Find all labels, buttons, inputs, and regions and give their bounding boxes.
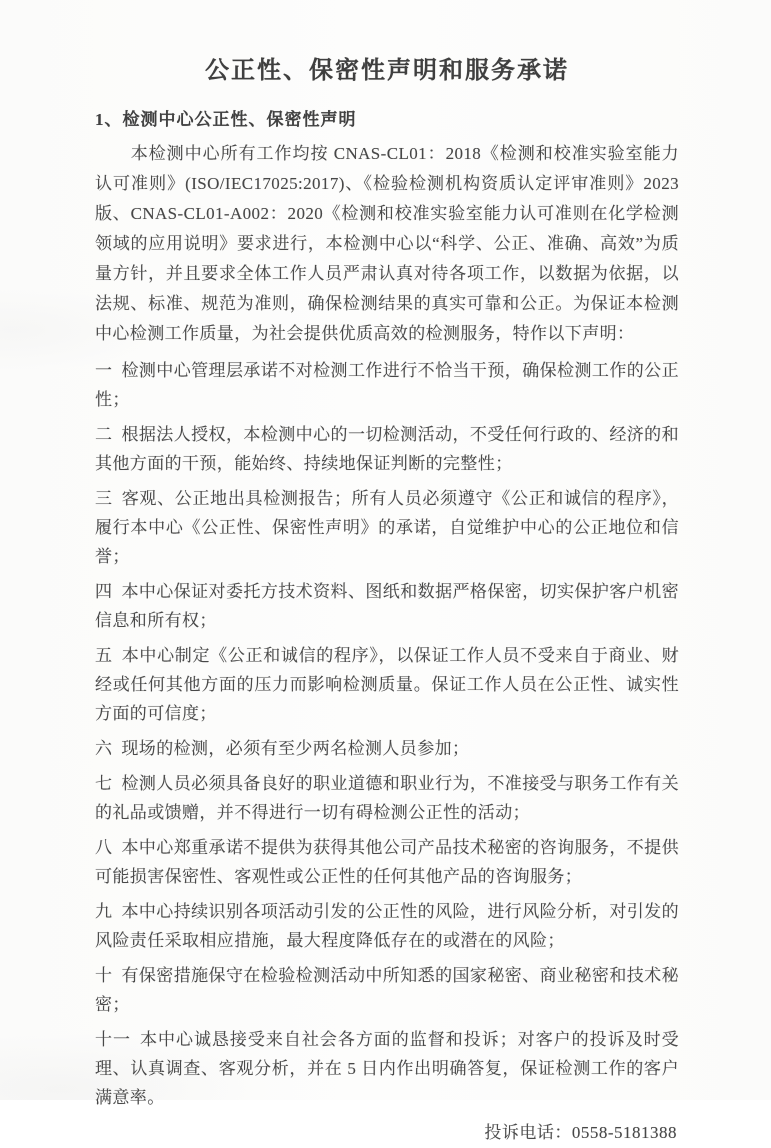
item-number: 五 [95,646,113,665]
item-text: 现场的检测，必须有至少两名检测人员参加； [121,739,470,758]
statement-list [95,356,679,1112]
item-number: 九 [95,902,113,921]
item-number: 四 [95,582,113,601]
statement-item-3 [95,484,679,571]
statement-item-2 [95,420,679,478]
statement-item-8 [95,833,679,891]
complaint-phone: 投诉电话：0558-5181388 [484,1123,677,1142]
item-text: 本中心郑重承诺不提供为获得其他公司产品技术秘密的咨询服务，不提供可能损害保密性、客观性或公正性的任何其他产品的咨询服务； [95,838,679,886]
document-title: 公正性、保密性声明和服务承诺 [205,58,569,84]
item-number: 三 [95,489,113,508]
statement-item-1 [95,356,679,414]
item-text: 有保密措施保守在检验检测活动中所知悉的国家秘密、商业秘密和技术秘密； [95,966,679,1014]
item-number: 一 [95,361,113,380]
item-text: 检测人员必须具备良好的职业道德和职业行为，不准接受与职务工作有关的礼品或馈赠，并不得进行一切有碍检测公正性的活动； [95,774,679,822]
item-number: 六 [95,739,113,758]
section-heading: 1、检测中心公正性、保密性声明 [95,110,357,129]
item-number: 二 [95,425,113,444]
statement-item-10 [95,961,679,1019]
item-number: 八 [95,838,113,857]
statement-item-4 [95,577,679,635]
item-text: 本中心持续识别各项活动引发的公正性的风险，进行风险分析，对引发的风险责任采取相应措施，最大程度降低存在的或潜在的风险； [95,902,679,950]
item-text: 本中心制定《公正和诚信的程序》，以保证工作人员不受来自于商业、财经或任何其他方面的压力而影响检测质量。保证工作人员在公正性、诚实性方面的可信度； [95,646,679,723]
item-text: 客观、公正地出具检测报告；所有人员必须遵守《公正和诚信的程序》，履行本中心《公正性、保密性声明》的承诺，自觉维护中心的公正地位和信誉； [95,489,679,566]
item-number: 十一 [95,1030,131,1049]
item-text: 根据法人授权，本检测中心的一切检测活动，不受任何行政的、经济的和其他方面的干预，能始终、持续地保证判断的完整性； [95,425,679,473]
item-text: 检测中心管理层承诺不对检测工作进行不恰当干预，确保检测工作的公正性； [95,361,679,409]
intro-paragraph: 本检测中心所有工作均按 CNAS-CL01：2018《检测和校准实验室能力认可准则》(ISO/IEC17025:2017)、《检验检测机构资质认定评审准则》2023 版、CNAS-CL01-A002：2020《检测和校准实验室能力认可准则在化学检测领域的应用说明》要求进行，本检测中心以“科学、公正、准确、高效”为质量方针，并且要求全体工作人员严肃认真对待各项工作，以数据为依据，以法规、标准、规范为准则，确保检测结果的真实可靠和公正。为保证本检测中心检测工作质量，为社会提供优质高效的检测服务，特作以下声明： [95,144,679,343]
item-text: 本中心诚恳接受来自社会各方面的监督和投诉；对客户的投诉及时受理、认真调查、客观分析，并在 5 日内作出明确答复，保证检测工作的客户满意率。 [95,1030,679,1107]
statement-item-5 [95,641,679,728]
item-number: 七 [95,774,113,793]
statement-item-9 [95,897,679,955]
statement-item-7 [95,769,679,827]
item-number: 十 [95,966,113,985]
item-text: 本中心保证对委托方技术资料、图纸和数据严格保密，切实保护客户机密信息和所有权； [95,582,679,630]
statement-item-6 [95,734,679,763]
statement-item-11 [95,1025,679,1112]
